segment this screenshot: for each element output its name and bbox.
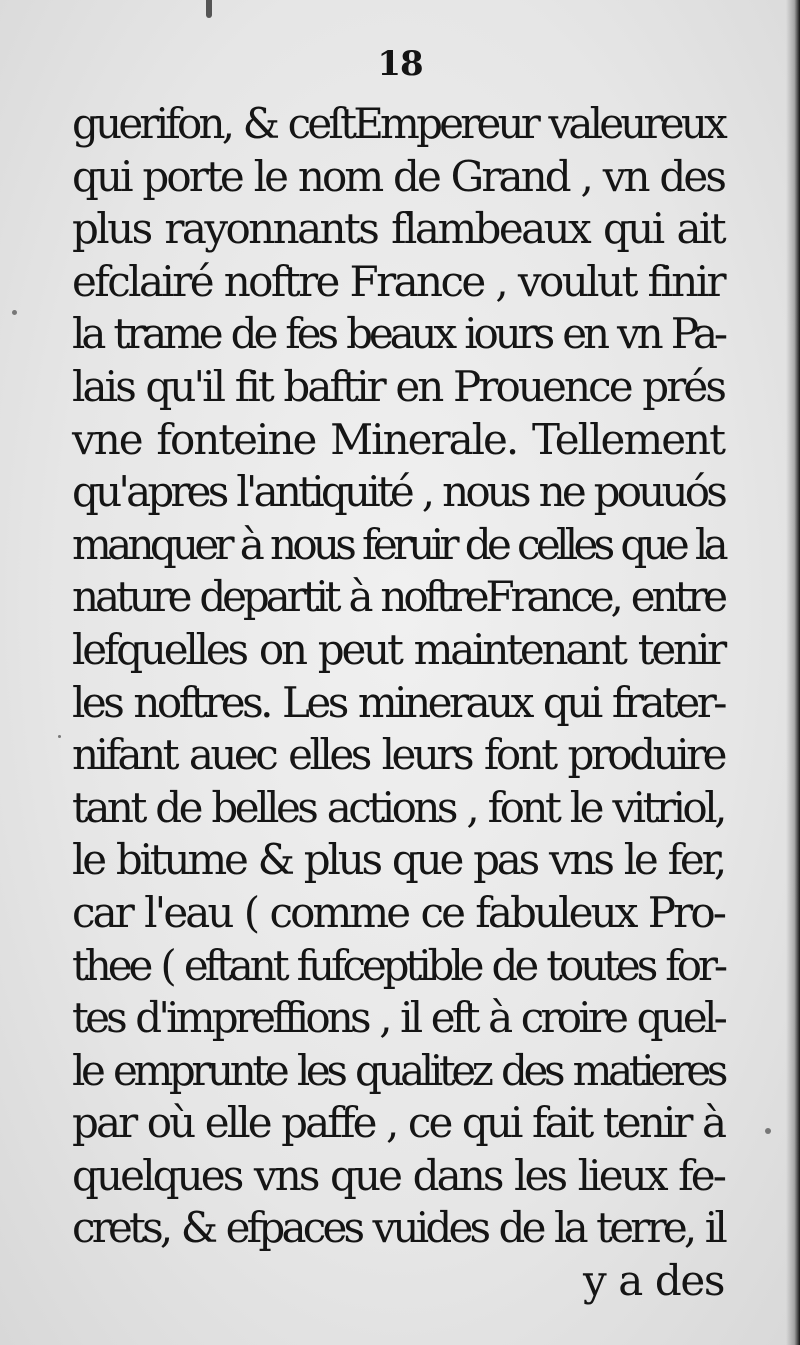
paper-speck <box>58 735 61 738</box>
page-edge-shadow <box>786 0 800 1345</box>
text-line: manquer à nous feruir de celles que la <box>72 519 724 569</box>
text-line: quelques vns que dans les lieux fe- <box>72 1150 724 1200</box>
text-line: vne fonteine Minerale. Tellement <box>72 414 724 464</box>
page-edge-mark <box>206 0 212 18</box>
text-line: crets, & efpaces vuides de la terre, il <box>72 1203 724 1253</box>
text-line: qui porte le nom de Grand , vn des <box>72 151 724 201</box>
text-line: car l'eau ( comme ce fabuleux Pro- <box>72 887 724 937</box>
text-line: thee ( eftant fufceptible de toutes for- <box>72 940 724 990</box>
paper-speck <box>765 1128 771 1134</box>
text-line: lais qu'il fit baftir en Prouence prés <box>72 361 724 411</box>
text-line: tant de belles actions , font le vitriol, <box>72 782 724 832</box>
text-line: le emprunte les qualitez des matieres <box>72 1045 724 1095</box>
paper-speck <box>12 310 17 315</box>
text-line: la trame de fes beaux iours en vn Pa- <box>72 309 724 359</box>
text-line: par où elle paffe , ce qui fait tenir à <box>72 1098 725 1148</box>
text-line: tes d'impreffions , il eft à croire quel- <box>72 993 724 1043</box>
body-text <box>72 98 724 1308</box>
text-line: guerifon, & ceſtEmpereur valeureux <box>72 99 724 148</box>
catchword-line: y a des <box>583 1256 724 1306</box>
page-number: 18 <box>377 44 423 84</box>
text-line: lefquelles on peut maintenant tenir <box>72 624 724 674</box>
text-line: le bitume & plus que pas vns le fer, <box>72 835 724 885</box>
text-line: nature departit à noftreFrance, entre <box>72 572 724 622</box>
text-line: les noftres. Les mineraux qui frater- <box>72 677 724 727</box>
text-line: plus rayonnants flambeaux qui ait <box>72 204 724 254</box>
text-line: qu'apres l'antiquité , nous ne pouuós <box>72 467 724 517</box>
text-line: nifant auec elles leurs font produire <box>72 730 724 780</box>
text-line: efclairé noftre France , voulut finir <box>72 256 725 306</box>
